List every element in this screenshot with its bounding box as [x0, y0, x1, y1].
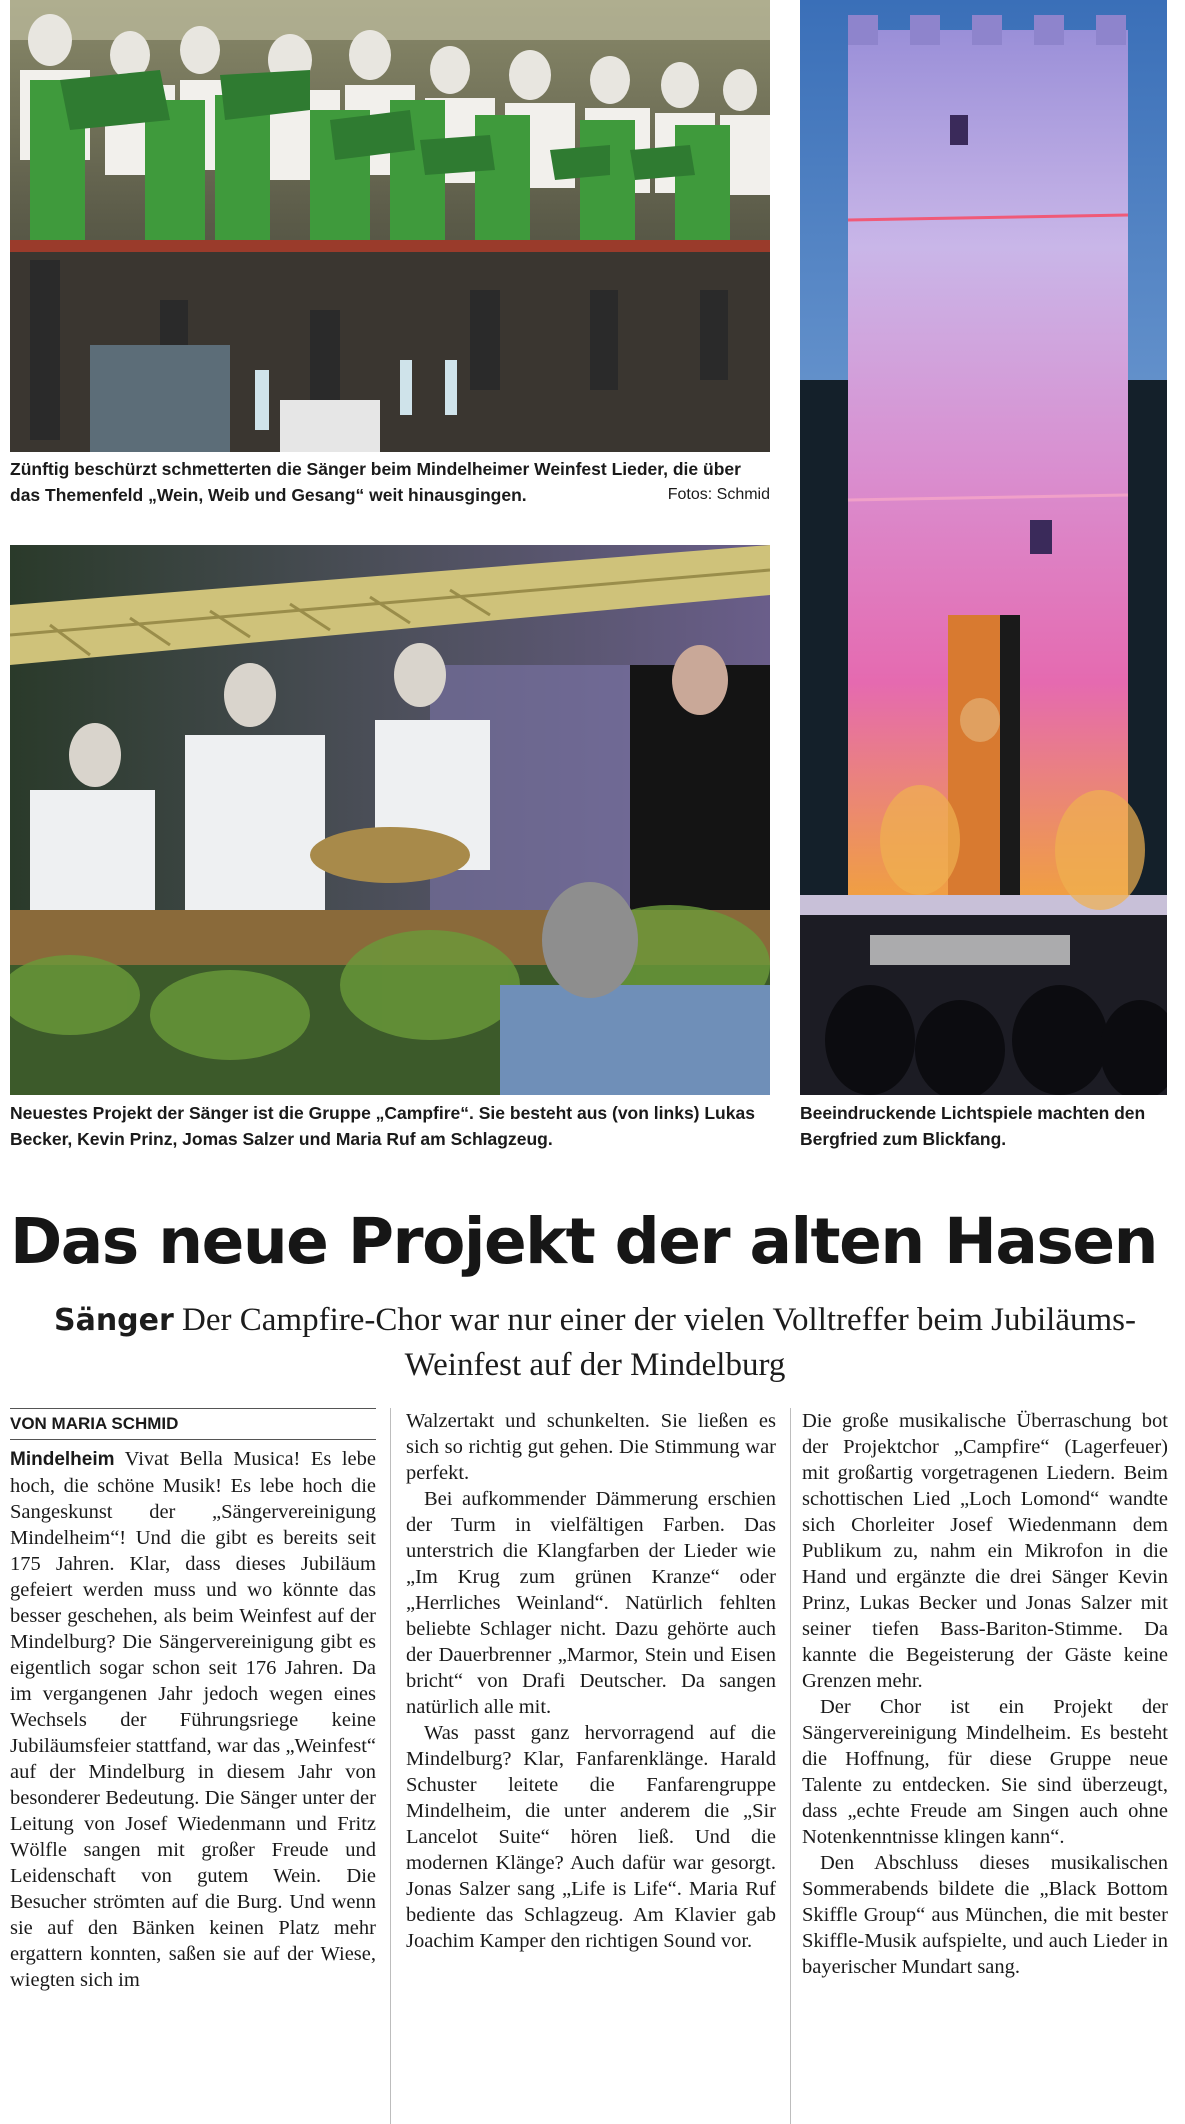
column-2-paragraph-1: Walzertakt und schunkelten. Sie ließen es sich so richtig gut gehen. Die Stimmung war perfekt.: [406, 1410, 776, 1484]
campfire-band-photo: [10, 545, 770, 1095]
choir-photo-caption: [10, 456, 770, 508]
article-byline: VON MARIA SCHMID: [10, 1408, 376, 1440]
article-subhead-text: Der Campfire-Chor war nur einer der vielen Volltreffer beim Jubiläums-Weinfest auf der Mindelburg: [182, 1302, 1137, 1383]
article-headline: Das neue Projekt der alten Hasen: [10, 1205, 1158, 1278]
column-divider: [790, 1408, 791, 2124]
article-column-3: [802, 1408, 1168, 1980]
tower-photo: [800, 0, 1167, 1095]
column-divider: [390, 1408, 391, 2124]
column-1-text: Vivat Bella Musica! Es lebe hoch, die schöne Musik! Es lebe hoch die Sangeskunst der „Sängervereinigung Mindelheim“! Und die gibt es bereits seit 175 Jahren. Klar, dass dieses Jubiläum gefeiert werden muss und wo könnte das besser geschehen, als beim Weinfest auf der Mindelburg? Die Sängervereinigung gibt es eigentlich sogar schon seit 176 Jahren. Da im vergangenen Jahr jedoch wegen eines Wechsels der Führungsriege keine Jubiläumsfeier stattfand, war das „Weinfest“ auf der Mindelburg in diesem Jahr von besonderer Bedeutung. Die Sänger unter der Leitung von Josef Wiedenmann und Fritz Wölfle sangen mit großer Freude und Leidenschaft von gutem Wein. Die Besucher strömten auf die Burg. Und wenn sie auf den Bänken keinen Platz mehr ergattern konnten, saßen sie auf der Wiese, wiegten sich im: [10, 1448, 376, 1991]
article-subhead: [20, 1298, 1170, 1388]
column-3-paragraph-1: Die große musikalische Überraschung bot der Projektchor „Campfire“ (Lagerfeuer) mit großartig vorgetragenen Liedern. Beim schottischen Lied „Loch Lomond“ wandte sich Chorleiter Josef Wiedenmann dem Publikum zu, nahm ein Mikrofon in die Hand und ergänzte die drei Sänger Kevin Prinz, Lukas Becker und Jonas Salzer mit seiner tiefen Bass-Bariton-Stimme. Da kannte die Begeisterung der Gäste keine Grenzen mehr.: [802, 1410, 1168, 1692]
article-column-1: [10, 1408, 376, 1993]
column-2-paragraph-2: Bei aufkommender Dämmerung erschien der Turm in vielfältigen Farben. Das unterstrich die Klangfarben der Lieder wie „Im Krug zum grünen Kranze“ oder „Herrliches Weinland“. Natürlich fehlten beliebte Schlager nicht. Dazu gehörte auch der Dauerbrenner „Marmor, Stein und Eisen bricht“ von Drafi Deutscher. Da sangen natürlich alle mit.: [406, 1488, 776, 1718]
choir-photo: [10, 0, 770, 452]
campfire-photo-caption: Neuestes Projekt der Sänger ist die Gruppe „Campfire“. Sie besteht aus (von links) Lukas Becker, Kevin Prinz, Jomas Salzer und Maria Ruf am Schlagzeug.: [10, 1103, 755, 1149]
photo-credit: Fotos: Schmid: [667, 486, 770, 503]
column-3-paragraph-3: Den Abschluss dieses musikalischen Sommerabends bildete die „Black Bottom Skiffle Group“ aus München, die mit bester Skiffle-Musik aufspielte, und auch Lieder in bayerischer Mundart sang.: [802, 1852, 1168, 1978]
article-kicker: Sänger: [53, 1303, 174, 1338]
tower-photo-caption: Beeindruckende Lichtspiele machten den Bergfried zum Blickfang.: [800, 1103, 1146, 1149]
article-column-2: [406, 1408, 776, 1954]
article-dateline: Mindelheim: [10, 1449, 115, 1470]
column-2-paragraph-3: Was passt ganz hervorragend auf die Mindelburg? Klar, Fanfarenklänge. Harald Schuster leitete die Fanfarengruppe Mindelheim, die unter anderem die „Sir Lancelot Suite“ hören ließ. Und die modernen Klänge? Auch dafür war gesorgt. Jonas Salzer sang „Life is Life“. Maria Ruf bediente das Schlagzeug. Am Klavier gab Joachim Kamper den richtigen Sound vor.: [406, 1722, 776, 1952]
column-1-paragraph: [10, 1446, 376, 1993]
column-3-paragraph-2: Der Chor ist ein Projekt der Sängervereinigung Mindelheim. Es besteht die Hoffnung, für diese Gruppe neue Talente zu entdecken. Sie sind überzeugt, dass „echte Freude am Singen auch ohne Notenkenntnisse klingen kann“.: [802, 1696, 1168, 1848]
choir-caption-text: Zünftig beschürzt schmetterten die Sänger beim Mindelheimer Weinfest Lieder, die über das Themenfeld „Wein, Weib und Gesang“ weit hinausgingen.: [10, 459, 741, 505]
